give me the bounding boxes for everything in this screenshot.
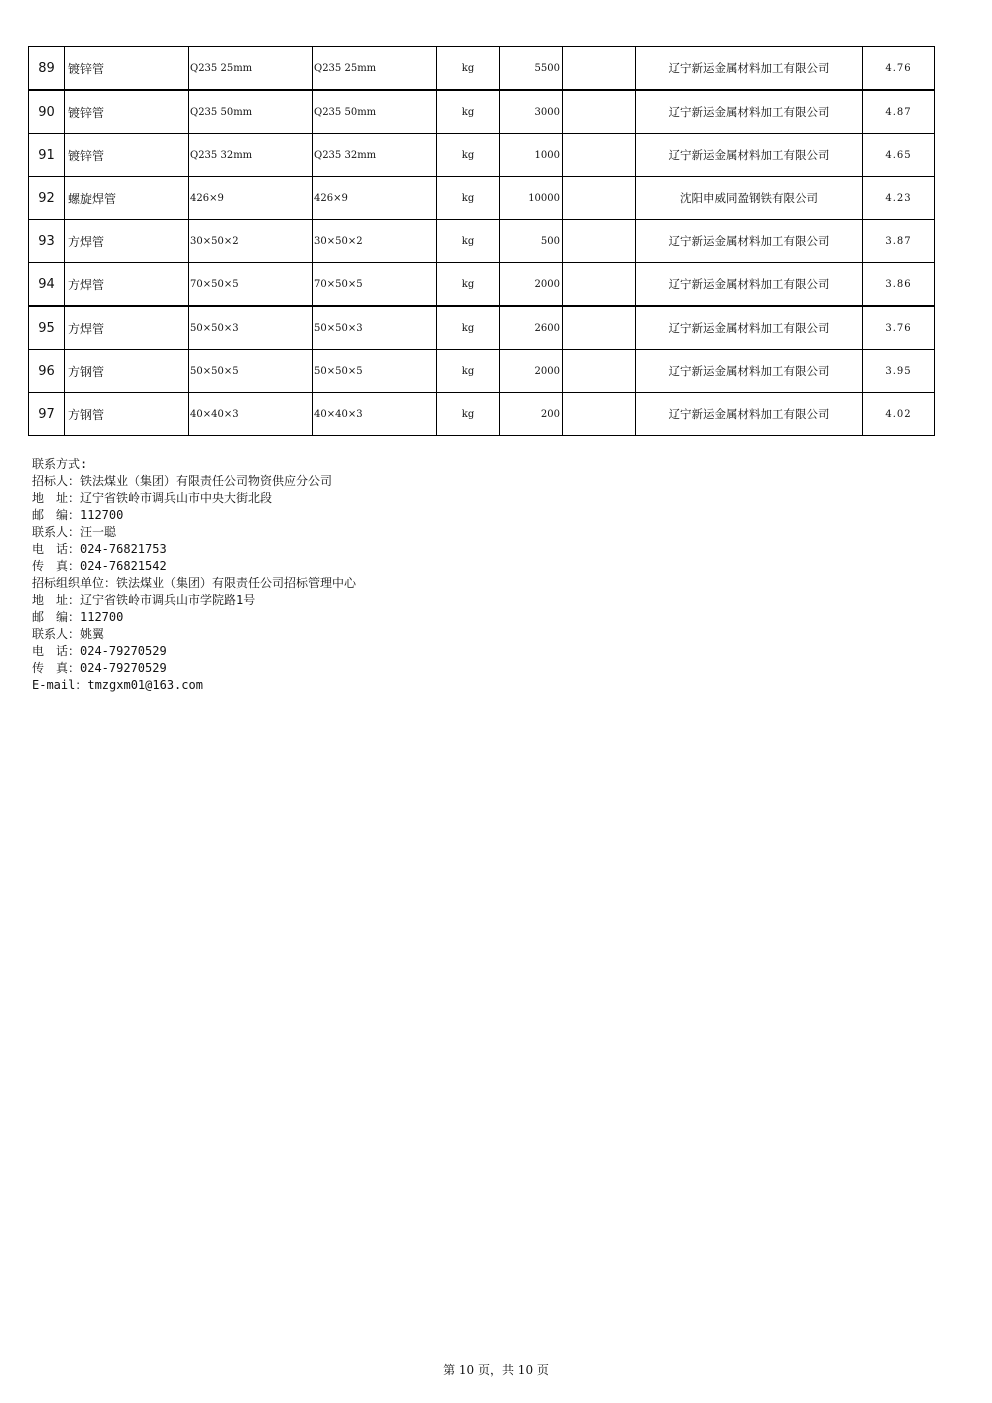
row-number: 91 bbox=[29, 134, 65, 177]
item-quantity: 3000 bbox=[500, 90, 563, 134]
table-row bbox=[29, 220, 935, 263]
contact-info bbox=[32, 456, 356, 694]
supplier-name: 辽宁新运金属材料加工有限公司 bbox=[636, 220, 863, 263]
item-quantity: 1000 bbox=[500, 134, 563, 177]
item-model: 426×9 bbox=[313, 177, 437, 220]
table-row bbox=[29, 134, 935, 177]
item-name: 方焊管 bbox=[65, 220, 189, 263]
row-number: 95 bbox=[29, 306, 65, 350]
unit-price: 4.65 bbox=[863, 134, 935, 177]
blank-cell bbox=[563, 47, 636, 91]
item-model: Q235 32mm bbox=[313, 134, 437, 177]
blank-cell bbox=[563, 350, 636, 393]
supplier-name: 辽宁新运金属材料加工有限公司 bbox=[636, 47, 863, 91]
item-name: 方钢管 bbox=[65, 393, 189, 436]
contact-line: 联系人：姚翼 bbox=[32, 627, 105, 641]
contact-line: 邮 编：112700 bbox=[32, 610, 124, 624]
row-number: 97 bbox=[29, 393, 65, 436]
contact-line: 邮 编：112700 bbox=[32, 508, 124, 522]
unit-price: 4.23 bbox=[863, 177, 935, 220]
item-spec: Q235 25mm bbox=[189, 47, 313, 91]
item-name: 方钢管 bbox=[65, 350, 189, 393]
supplier-name: 辽宁新运金属材料加工有限公司 bbox=[636, 90, 863, 134]
item-unit: kg bbox=[437, 90, 500, 134]
supplier-name: 辽宁新运金属材料加工有限公司 bbox=[636, 393, 863, 436]
row-number: 96 bbox=[29, 350, 65, 393]
item-model: Q235 25mm bbox=[313, 47, 437, 91]
contact-line: 招标组织单位：铁法煤业（集团）有限责任公司招标管理中心 bbox=[32, 576, 357, 590]
item-model: 70×50×5 bbox=[313, 263, 437, 307]
unit-price: 3.76 bbox=[863, 306, 935, 350]
item-unit: kg bbox=[437, 177, 500, 220]
table-row bbox=[29, 393, 935, 436]
item-unit: kg bbox=[437, 350, 500, 393]
item-spec: 426×9 bbox=[189, 177, 313, 220]
row-number: 92 bbox=[29, 177, 65, 220]
unit-price: 3.86 bbox=[863, 263, 935, 307]
table-row bbox=[29, 350, 935, 393]
row-number: 89 bbox=[29, 47, 65, 91]
item-name: 方焊管 bbox=[65, 263, 189, 307]
contact-line: E-mail：tmzgxm01@163.com bbox=[32, 678, 203, 692]
blank-cell bbox=[563, 263, 636, 307]
supplier-name: 辽宁新运金属材料加工有限公司 bbox=[636, 134, 863, 177]
item-name: 镀锌管 bbox=[65, 90, 189, 134]
contact-line: 地 址：辽宁省铁岭市调兵山市学院路1号 bbox=[32, 593, 256, 607]
table-row bbox=[29, 263, 935, 307]
item-model: 50×50×3 bbox=[313, 306, 437, 350]
contact-line: 联系方式: bbox=[32, 457, 88, 471]
unit-price: 4.02 bbox=[863, 393, 935, 436]
table-body bbox=[29, 47, 935, 436]
item-quantity: 2600 bbox=[500, 306, 563, 350]
item-quantity: 2000 bbox=[500, 263, 563, 307]
item-unit: kg bbox=[437, 393, 500, 436]
blank-cell bbox=[563, 393, 636, 436]
item-unit: kg bbox=[437, 220, 500, 263]
contact-line: 传 真：024-76821542 bbox=[32, 559, 167, 573]
contact-line: 地 址：辽宁省铁岭市调兵山市中央大街北段 bbox=[32, 491, 273, 505]
item-quantity: 500 bbox=[500, 220, 563, 263]
table-row bbox=[29, 47, 935, 91]
item-unit: kg bbox=[437, 134, 500, 177]
table-row bbox=[29, 306, 935, 350]
item-name: 方焊管 bbox=[65, 306, 189, 350]
contact-line: 电 话：024-79270529 bbox=[32, 644, 167, 658]
item-spec: Q235 32mm bbox=[189, 134, 313, 177]
item-spec: 30×50×2 bbox=[189, 220, 313, 263]
blank-cell bbox=[563, 134, 636, 177]
item-unit: kg bbox=[437, 306, 500, 350]
row-number: 94 bbox=[29, 263, 65, 307]
item-model: 40×40×3 bbox=[313, 393, 437, 436]
blank-cell bbox=[563, 177, 636, 220]
contact-line: 传 真：024-79270529 bbox=[32, 661, 167, 675]
contact-line: 电 话：024-76821753 bbox=[32, 542, 167, 556]
unit-price: 3.87 bbox=[863, 220, 935, 263]
supplier-name: 沈阳申威同盈钢铁有限公司 bbox=[636, 177, 863, 220]
contact-line: 联系人：汪一聪 bbox=[32, 525, 117, 539]
item-quantity: 200 bbox=[500, 393, 563, 436]
item-spec: Q235 50mm bbox=[189, 90, 313, 134]
item-model: 30×50×2 bbox=[313, 220, 437, 263]
item-quantity: 2000 bbox=[500, 350, 563, 393]
blank-cell bbox=[563, 90, 636, 134]
unit-price: 3.95 bbox=[863, 350, 935, 393]
table-row bbox=[29, 177, 935, 220]
item-name: 镀锌管 bbox=[65, 47, 189, 91]
item-spec: 70×50×5 bbox=[189, 263, 313, 307]
item-unit: kg bbox=[437, 47, 500, 91]
item-name: 镀锌管 bbox=[65, 134, 189, 177]
supplier-name: 辽宁新运金属材料加工有限公司 bbox=[636, 263, 863, 307]
supplier-name: 辽宁新运金属材料加工有限公司 bbox=[636, 350, 863, 393]
table-row bbox=[29, 90, 935, 134]
item-name: 螺旋焊管 bbox=[65, 177, 189, 220]
item-spec: 40×40×3 bbox=[189, 393, 313, 436]
item-quantity: 5500 bbox=[500, 47, 563, 91]
row-number: 90 bbox=[29, 90, 65, 134]
row-number: 93 bbox=[29, 220, 65, 263]
page-footer: 第 10 页，共 10 页 bbox=[443, 1363, 549, 1377]
item-spec: 50×50×5 bbox=[189, 350, 313, 393]
item-unit: kg bbox=[437, 263, 500, 307]
item-model: 50×50×5 bbox=[313, 350, 437, 393]
blank-cell bbox=[563, 306, 636, 350]
contact-line: 招标人：铁法煤业（集团）有限责任公司物资供应分公司 bbox=[32, 474, 333, 488]
supplier-name: 辽宁新运金属材料加工有限公司 bbox=[636, 306, 863, 350]
item-quantity: 10000 bbox=[500, 177, 563, 220]
blank-cell bbox=[563, 220, 636, 263]
item-spec: 50×50×3 bbox=[189, 306, 313, 350]
unit-price: 4.87 bbox=[863, 90, 935, 134]
item-model: Q235 50mm bbox=[313, 90, 437, 134]
unit-price: 4.76 bbox=[863, 47, 935, 91]
price-table bbox=[28, 46, 935, 436]
